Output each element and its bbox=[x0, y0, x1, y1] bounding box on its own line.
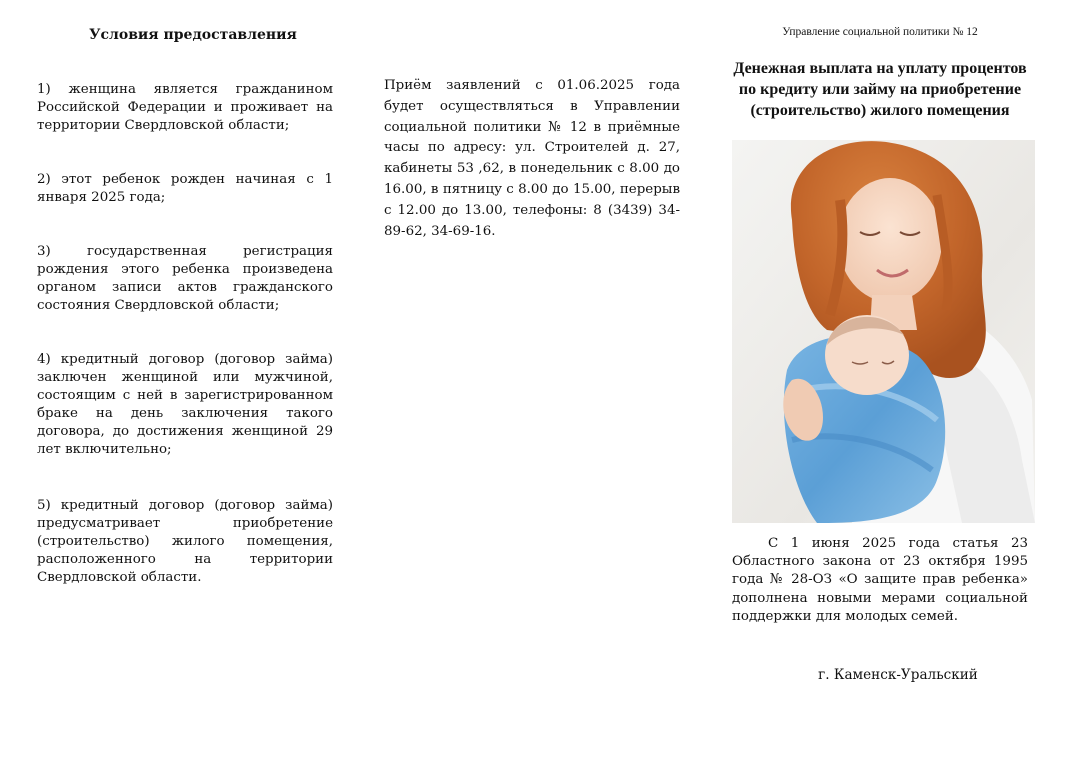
condition-item: 1) женщина является гражданином Российской Федерации и проживает на территории Свердловской области; bbox=[37, 82, 333, 133]
brochure-title: Денежная выплата на уплату процентов по кредиту или займу на приобретение (строительство) жилого помещения bbox=[733, 60, 1027, 119]
right-column bbox=[732, 0, 1028, 764]
condition-item: 4) кредитный договор (договор займа) заключен женщиной или мужчиной, состоящим с ней в зарегистрированном браке на день заключения такого договора, до достижения женщиной 29 лет включительно; bbox=[37, 352, 333, 457]
condition-item: 3) государственная регистрация рождения этого ребенка произведена органом записи актов гражданского состояния Свердловской области; bbox=[37, 244, 333, 313]
city-name: г. Каменск-Уральский bbox=[818, 667, 978, 683]
organization-name: Управление социальной политики № 12 bbox=[782, 26, 978, 38]
application-info: Приём заявлений с 01.06.2025 года будет осуществляться в Управлении социальной политики № 12 в приёмные часы по адресу: ул. Строителей д. 27, кабинеты 53 ,62, в понедельник с 8.00 до 16.00, в пятницу с 8.00 до 15.00, перерыв с 12.00 до 13.00, телефоны: 8 (3439) 34-89-62, 34-69-16. bbox=[384, 78, 680, 239]
conditions-heading: Условия предоставления bbox=[89, 27, 297, 43]
mother-with-baby-photo bbox=[732, 140, 1035, 523]
left-column bbox=[37, 0, 333, 764]
middle-column bbox=[384, 0, 680, 764]
intro-paragraph: С 1 июня 2025 года статья 23 Областного закона от 23 октября 1995 года № 28-ОЗ «О защите прав ребенка» дополнена новыми мерами социальной поддержки для молодых семей. bbox=[732, 536, 1028, 624]
condition-item: 5) кредитный договор (договор займа) предусматривает приобретение (строительство) жилого помещения, расположенного на территории Свердловской области. bbox=[37, 498, 333, 585]
condition-item: 2) этот ребенок рожден начиная с 1 января 2025 года; bbox=[37, 172, 333, 205]
